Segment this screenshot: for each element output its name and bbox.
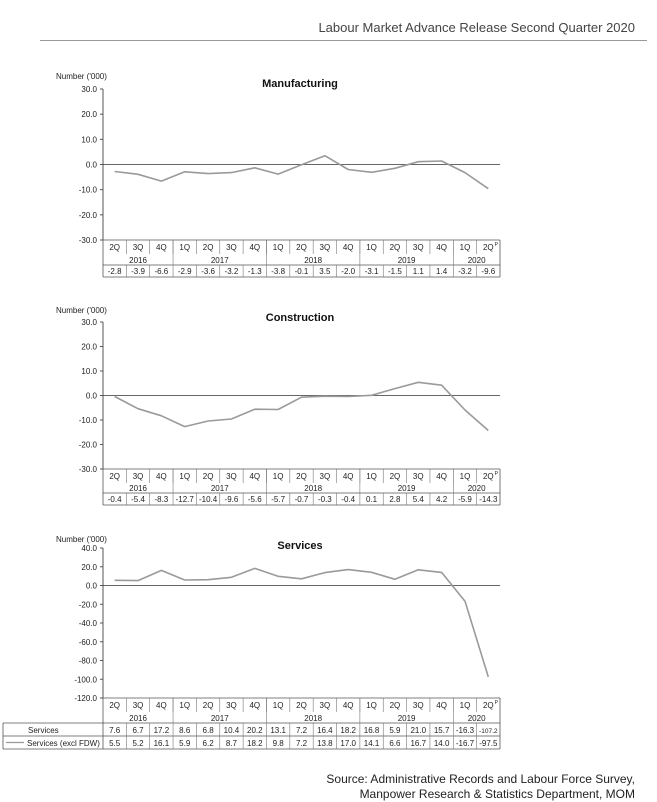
chart-3-year-label: 2020 [468,714,486,723]
chart-1-value-label: -3.9 [131,267,145,276]
chart-1-quarter-label: 3Q [413,243,424,252]
chart-3-quarter-label: 2Q [109,701,120,710]
chart-2-y-tick-label: 20.0 [81,343,97,352]
chart-2-quarter-label: 3Q [226,472,237,481]
chart-3-quarter-label: 3Q [133,701,144,710]
chart-3-quarter-label: 4Q [343,701,354,710]
chart-3-provisional-mark: P [495,700,499,706]
chart-3-value-label: 16.8 [364,726,380,735]
chart-2-value-label: -5.9 [458,495,472,504]
chart-1-year-label: 2018 [304,256,322,265]
chart-1-value-label: -3.2 [225,267,239,276]
chart-1-provisional-mark: P [495,242,499,248]
chart-2-year-label: 2017 [211,484,229,493]
chart-1-value-label: 3.5 [319,267,331,276]
chart-2-quarter-label: 3Q [133,472,144,481]
chart-1-quarter-label: 2Q [390,243,401,252]
chart-1-y-tick-label: 20.0 [81,110,97,119]
chart-3-value-label: 21.0 [410,726,426,735]
chart-1-value-label: -3.6 [201,267,215,276]
chart-3-value-label: 8.7 [226,739,238,748]
chart-1-value-label: 1.4 [436,267,448,276]
chart-2-y-axis-label: Number ('000) [56,306,107,315]
chart-2-y-tick-label: 30.0 [81,318,97,327]
chart-1-value-label: -3.1 [365,267,379,276]
chart-3-value-label: 5.9 [389,726,401,735]
chart-1-series-line [115,156,489,189]
chart-3-quarter-label: 3Q [413,701,424,710]
chart-1-quarter-label: 3Q [320,243,331,252]
chart-2-title: Construction [266,312,335,324]
chart-3-quarter-label: 1Q [460,701,471,710]
chart-3-quarter-label: 4Q [249,701,260,710]
chart-3-quarter-label: 3Q [320,701,331,710]
chart-3-value-label: 8.6 [179,726,191,735]
chart-3-row-label: Services [28,726,59,735]
chart-1-quarter-label: 3Q [226,243,237,252]
chart-2-quarter-label: 3Q [413,472,424,481]
chart-2-quarter-label: 2Q [203,472,214,481]
chart-1-quarter-label: 2Q [109,243,120,252]
chart-1-value-label: -3.8 [271,267,285,276]
chart-2-value-label: -0.4 [341,495,355,504]
chart-1-value-label: -0.1 [295,267,309,276]
chart-3-value-label: 15.7 [434,726,450,735]
chart-3-value-label: 6.6 [389,739,401,748]
chart-2-quarter-label: 4Q [436,472,447,481]
chart-3-value-label: 5.5 [109,739,121,748]
chart-2-quarter-label: 1Q [273,472,284,481]
chart-1-y-tick-label: -30.0 [79,236,98,245]
chart-1-value-label: 1.1 [413,267,425,276]
chart-1-value-label: -6.6 [154,267,168,276]
chart-1-value-label: -2.8 [108,267,122,276]
chart-3-value-label: -97.5 [479,739,498,748]
chart-3-value-label: 6.7 [132,726,144,735]
chart-3-value-label: 5.2 [132,739,144,748]
chart-2-y-tick-label: -10.0 [79,416,98,425]
chart-3-row-label: Services (excl FDW) [27,739,100,748]
chart-2-quarter-label: 1Q [366,472,377,481]
chart-1-quarter-label: 1Q [366,243,377,252]
chart-3-value-label: -16.7 [456,739,475,748]
chart-1-quarter-label: 1Q [460,243,471,252]
chart-3-quarter-label: 1Q [179,701,190,710]
chart-2-value-label: -9.6 [225,495,239,504]
chart-3-value-label: 16.4 [317,726,333,735]
chart-2-value-label: -0.3 [318,495,332,504]
chart-1-value-label: -9.6 [481,267,495,276]
chart-2-value-label: -5.4 [131,495,145,504]
chart-1-y-tick-label: -20.0 [79,211,98,220]
chart-3-value-label: 18.2 [340,726,356,735]
chart-1-year-label: 2020 [468,256,486,265]
chart-1-y-tick-label: -10.0 [79,186,98,195]
chart-2-value-label: -0.7 [295,495,309,504]
chart-3-quarter-label: 1Q [273,701,284,710]
chart-3-quarter-label: 2Q [203,701,214,710]
chart-2-y-tick-label: 0.0 [86,392,98,401]
chart-3-value-label: 13.8 [317,739,333,748]
chart-1-quarter-label: 2Q [483,243,494,252]
chart-2-y-tick-label: -20.0 [79,441,98,450]
chart-1-value-label: -3.2 [458,267,472,276]
chart-2-quarter-label: 2Q [296,472,307,481]
chart-2-quarter-label: 1Q [179,472,190,481]
chart-1-y-tick-label: 30.0 [81,85,97,94]
page-header-title: Labour Market Advance Release Second Quarter 2020 [318,20,635,35]
chart-2-value-label: 0.1 [366,495,378,504]
chart-3-value-label: 20.2 [247,726,263,735]
chart-1-quarter-label: 4Q [156,243,167,252]
chart-3-y-tick-label: 0.0 [86,582,98,591]
source-note [326,772,635,802]
chart-2-quarter-label: 4Q [343,472,354,481]
chart-3-value-label: -16.3 [456,726,475,735]
chart-2-quarter-label: 2Q [109,472,120,481]
chart-1-year-label: 2019 [398,256,416,265]
chart-2-quarter-label: 3Q [320,472,331,481]
chart-1-quarter-label: 2Q [203,243,214,252]
chart-2-value-label: -5.6 [248,495,262,504]
chart-3-value-label: 10.4 [224,726,240,735]
chart-1-quarter-label: 4Q [436,243,447,252]
chart-2-year-label: 2019 [398,484,416,493]
chart-3-value-label: 17.0 [340,739,356,748]
chart-2-value-label: -12.7 [176,495,195,504]
chart-1-y-tick-label: 0.0 [86,161,98,170]
chart-2-quarter-label: 1Q [460,472,471,481]
chart-1-quarter-label: 1Q [273,243,284,252]
chart-2-year-label: 2016 [129,484,147,493]
chart-3-value-label: 18.2 [247,739,263,748]
chart-1-quarter-label: 2Q [296,243,307,252]
chart-2-value-label: 4.2 [436,495,448,504]
chart-1-title: Manufacturing [262,78,338,90]
chart-3-y-tick-label: -80.0 [79,657,98,666]
chart-3-value-label: 5.9 [179,739,191,748]
chart-3-y-tick-label: -20.0 [79,600,98,609]
chart-3-y-tick-label: -40.0 [79,619,98,628]
chart-2-year-label: 2018 [304,484,322,493]
chart-2-value-label: -14.3 [479,495,498,504]
chart-3-y-axis-label: Number ('000) [56,535,107,544]
chart-3-quarter-label: 3Q [226,701,237,710]
chart-3-value-label: 7.2 [296,739,308,748]
chart-2-quarter-label: 4Q [249,472,260,481]
chart-1-y-tick-label: 10.0 [81,135,97,144]
chart-2-series-line [115,382,489,430]
chart-3-value-label: -107.2 [479,728,498,735]
chart-3-quarter-label: 2Q [390,701,401,710]
chart-3-year-label: 2017 [211,714,229,723]
chart-3-title: Services [277,540,322,552]
chart-3-value-label: 14.0 [434,739,450,748]
chart-2-value-label: -5.7 [271,495,285,504]
source-line-1: Source: Administrative Records and Labour Force Survey, [326,772,635,787]
chart-3-y-tick-label: 20.0 [81,563,97,572]
chart-3-year-label: 2018 [304,714,322,723]
chart-2-value-label: -8.3 [154,495,168,504]
chart-3-value-label: 16.7 [410,739,426,748]
chart-3-quarter-label: 2Q [483,701,494,710]
chart-3-value-label: 7.2 [296,726,308,735]
chart-1-year-label: 2016 [129,256,147,265]
chart-3-y-tick-label: 40.0 [81,544,97,553]
chart-1-value-label: -1.5 [388,267,402,276]
source-line-2: Manpower Research & Statistics Department, MOM [326,787,635,802]
chart-1-quarter-label: 4Q [343,243,354,252]
chart-3-series-line [115,568,489,677]
chart-3-y-tick-label: -120.0 [74,694,97,703]
chart-3-value-label: 9.8 [273,739,285,748]
chart-3-value-label: 6.2 [203,739,215,748]
chart-1-quarter-label: 3Q [133,243,144,252]
chart-2-quarter-label: 2Q [483,472,494,481]
chart-1-value-label: -1.3 [248,267,262,276]
chart-3-value-label: 17.2 [154,726,170,735]
chart-2-provisional-mark: P [495,471,499,477]
chart-2-value-label: 5.4 [413,495,425,504]
chart-3-value-label: 14.1 [364,739,380,748]
chart-2-value-label: -0.4 [108,495,122,504]
chart-3-year-label: 2019 [398,714,416,723]
chart-2-value-label: -10.4 [199,495,218,504]
chart-2-quarter-label: 2Q [390,472,401,481]
chart-3-quarter-label: 4Q [156,701,167,710]
chart-1-value-label: -2.0 [341,267,355,276]
chart-3-quarter-label: 2Q [296,701,307,710]
chart-2-y-tick-label: 10.0 [81,367,97,376]
chart-3-value-label: 16.1 [154,739,170,748]
chart-1-quarter-label: 4Q [249,243,260,252]
chart-3-quarter-label: 4Q [436,701,447,710]
chart-3-value-label: 6.8 [203,726,215,735]
chart-2-y-tick-label: -30.0 [79,465,98,474]
chart-3-y-tick-label: -100.0 [74,675,97,684]
chart-1-y-axis-label: Number ('000) [56,72,107,81]
chart-1-quarter-label: 1Q [179,243,190,252]
chart-2-value-label: 2.8 [389,495,401,504]
chart-1-value-label: -2.9 [178,267,192,276]
chart-3-quarter-label: 1Q [366,701,377,710]
chart-2-year-label: 2020 [468,484,486,493]
chart-2-quarter-label: 4Q [156,472,167,481]
chart-3-y-tick-label: -60.0 [79,638,98,647]
chart-1-year-label: 2017 [211,256,229,265]
chart-3-year-label: 2016 [129,714,147,723]
chart-3-value-label: 7.6 [109,726,121,735]
chart-3-value-label: 13.1 [270,726,286,735]
